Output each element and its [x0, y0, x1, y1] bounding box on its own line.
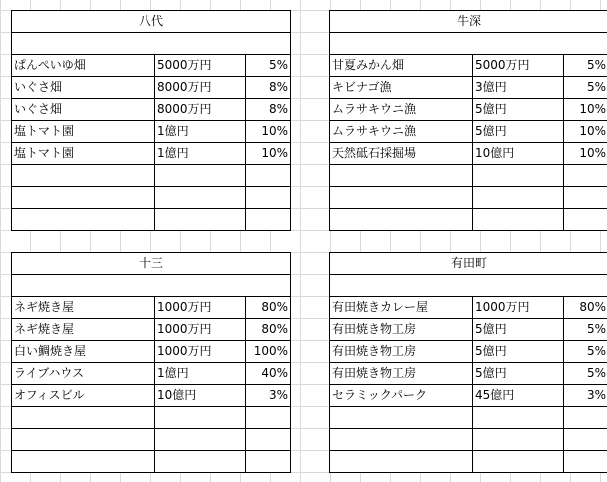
cell-amount[interactable]: 1億円 — [155, 121, 246, 143]
table-row — [330, 77, 607, 99]
table-row — [12, 209, 291, 231]
cell-percent[interactable] — [564, 165, 607, 187]
cell-name[interactable] — [12, 165, 155, 187]
cell-amount[interactable]: 5億円 — [473, 319, 564, 341]
cell-name[interactable] — [12, 209, 155, 231]
cell-name[interactable] — [330, 407, 473, 429]
cell-name[interactable]: 白い鯛焼き屋 — [12, 341, 155, 363]
table-row — [12, 165, 291, 187]
cell-percent[interactable] — [564, 407, 607, 429]
cell-amount[interactable]: 45億円 — [473, 385, 564, 407]
cell-name[interactable] — [330, 451, 473, 473]
property-table — [11, 252, 291, 473]
table-row — [12, 407, 291, 429]
cell-percent[interactable]: 5% — [564, 319, 607, 341]
table-row — [330, 297, 607, 319]
table-row — [12, 121, 291, 143]
cell-amount[interactable]: 5億円 — [473, 363, 564, 385]
cell-name[interactable] — [330, 187, 473, 209]
table-row — [12, 143, 291, 165]
table-row — [12, 77, 291, 99]
cell-amount[interactable] — [473, 451, 564, 473]
cell-percent[interactable] — [246, 451, 291, 473]
cell-amount[interactable] — [473, 165, 564, 187]
cell-percent[interactable]: 5% — [564, 55, 607, 77]
cell-name[interactable]: 塩トマト園 — [12, 121, 155, 143]
cell-name[interactable]: ぱんぺいゆ畑 — [12, 55, 155, 77]
table-row — [12, 385, 291, 407]
cell-name[interactable]: 有田焼き物工房 — [330, 319, 473, 341]
property-table — [11, 10, 291, 231]
table-row — [12, 363, 291, 385]
table-row — [330, 143, 607, 165]
cell-amount[interactable]: 10億円 — [473, 143, 564, 165]
cell-percent[interactable]: 5% — [564, 363, 607, 385]
cell-amount[interactable]: 5億円 — [473, 121, 564, 143]
cell-amount[interactable]: 5000万円 — [155, 55, 246, 77]
table-title[interactable]: 牛深 — [330, 11, 607, 33]
cell-name[interactable]: ネギ焼き屋 — [12, 297, 155, 319]
property-table-juso — [11, 252, 290, 473]
cell-percent[interactable] — [246, 165, 291, 187]
cell-percent[interactable]: 80% — [564, 297, 607, 319]
cell-percent[interactable]: 80% — [246, 319, 291, 341]
table-row — [12, 429, 291, 451]
table-row — [330, 363, 607, 385]
cell-name[interactable]: いぐさ畑 — [12, 99, 155, 121]
table-row — [330, 341, 607, 363]
table-row — [12, 319, 291, 341]
table-row — [12, 297, 291, 319]
cell-percent[interactable]: 8% — [246, 77, 291, 99]
cell-name[interactable] — [12, 187, 155, 209]
cell-name[interactable] — [12, 429, 155, 451]
table-row — [330, 165, 607, 187]
table-row — [12, 99, 291, 121]
cell-name[interactable]: 有田焼き物工房 — [330, 363, 473, 385]
cell-percent[interactable]: 10% — [246, 143, 291, 165]
cell-name[interactable]: ライブハウス — [12, 363, 155, 385]
cell-percent[interactable]: 5% — [246, 55, 291, 77]
cell-name[interactable]: 塩トマト園 — [12, 143, 155, 165]
cell-percent[interactable]: 10% — [564, 143, 607, 165]
table-row — [12, 451, 291, 473]
cell-name[interactable] — [12, 451, 155, 473]
cell-name[interactable]: いぐさ畑 — [12, 77, 155, 99]
cell-name[interactable]: ネギ焼き屋 — [12, 319, 155, 341]
cell-amount[interactable]: 1億円 — [155, 363, 246, 385]
property-table-ushibuka — [329, 10, 607, 231]
cell-percent[interactable]: 10% — [564, 99, 607, 121]
cell-percent[interactable]: 3% — [564, 385, 607, 407]
table-row — [12, 341, 291, 363]
blank-row[interactable] — [12, 33, 291, 55]
cell-amount[interactable]: 5000万円 — [473, 55, 564, 77]
cell-amount[interactable]: 8000万円 — [155, 99, 246, 121]
cell-name[interactable]: ムラサキウニ漁 — [330, 99, 473, 121]
cell-name[interactable]: 有田焼き物工房 — [330, 341, 473, 363]
table-row — [330, 429, 607, 451]
cell-percent[interactable]: 5% — [564, 341, 607, 363]
cell-percent[interactable]: 10% — [564, 121, 607, 143]
cell-percent[interactable] — [564, 451, 607, 473]
property-table — [329, 10, 607, 231]
table-title[interactable]: 有田町 — [330, 253, 607, 275]
cell-percent[interactable]: 5% — [564, 77, 607, 99]
cell-percent[interactable]: 8% — [246, 99, 291, 121]
cell-amount[interactable]: 1000万円 — [155, 297, 246, 319]
cell-amount[interactable]: 1億円 — [155, 143, 246, 165]
cell-name[interactable]: キビナゴ漁 — [330, 77, 473, 99]
cell-name[interactable] — [330, 429, 473, 451]
cell-amount[interactable] — [155, 429, 246, 451]
cell-percent[interactable] — [564, 429, 607, 451]
cell-name[interactable] — [330, 165, 473, 187]
cell-percent[interactable]: 3% — [246, 385, 291, 407]
blank-row[interactable] — [12, 275, 291, 297]
cell-amount[interactable] — [155, 209, 246, 231]
cell-amount[interactable]: 1000万円 — [155, 341, 246, 363]
cell-percent[interactable]: 10% — [246, 121, 291, 143]
blank-row[interactable] — [330, 33, 607, 55]
blank-row[interactable] — [330, 275, 607, 297]
cell-name[interactable] — [330, 209, 473, 231]
table-row — [330, 451, 607, 473]
cell-amount[interactable] — [473, 209, 564, 231]
cell-amount[interactable] — [473, 407, 564, 429]
table-title[interactable]: 十三 — [12, 253, 291, 275]
cell-amount[interactable]: 1000万円 — [155, 319, 246, 341]
cell-amount[interactable] — [473, 429, 564, 451]
table-row — [12, 187, 291, 209]
cell-percent[interactable] — [246, 429, 291, 451]
cell-percent[interactable] — [246, 407, 291, 429]
cell-percent[interactable]: 80% — [246, 297, 291, 319]
table-row — [330, 187, 607, 209]
cell-amount[interactable]: 5億円 — [473, 99, 564, 121]
cell-percent[interactable] — [246, 187, 291, 209]
table-row — [330, 319, 607, 341]
property-table-arita — [329, 252, 607, 473]
cell-name[interactable]: ムラサキウニ漁 — [330, 121, 473, 143]
cell-percent[interactable]: 40% — [246, 363, 291, 385]
cell-name[interactable]: セラミックパーク — [330, 385, 473, 407]
property-table — [329, 252, 607, 473]
cell-percent[interactable] — [564, 187, 607, 209]
cell-amount[interactable] — [155, 451, 246, 473]
cell-amount[interactable]: 3億円 — [473, 77, 564, 99]
cell-name[interactable]: オフィスビル — [12, 385, 155, 407]
table-title[interactable]: 八代 — [12, 11, 291, 33]
cell-percent[interactable] — [246, 209, 291, 231]
cell-percent[interactable]: 100% — [246, 341, 291, 363]
cell-amount[interactable] — [155, 187, 246, 209]
cell-name[interactable] — [12, 407, 155, 429]
table-row — [330, 121, 607, 143]
table-row — [330, 99, 607, 121]
cell-percent[interactable] — [564, 209, 607, 231]
cell-amount[interactable]: 8000万円 — [155, 77, 246, 99]
cell-name[interactable]: 有田焼きカレー屋 — [330, 297, 473, 319]
cell-amount[interactable]: 5億円 — [473, 341, 564, 363]
cell-amount[interactable] — [473, 187, 564, 209]
table-row — [330, 407, 607, 429]
cell-amount[interactable] — [155, 407, 246, 429]
property-table-yatsushiro — [11, 10, 290, 231]
table-row — [330, 55, 607, 77]
table-row — [330, 209, 607, 231]
cell-amount[interactable] — [155, 165, 246, 187]
cell-amount[interactable]: 1000万円 — [473, 297, 564, 319]
table-row — [12, 55, 291, 77]
cell-name[interactable]: 天然砥石採掘場 — [330, 143, 473, 165]
cell-name[interactable]: 甘夏みかん畑 — [330, 55, 473, 77]
table-row — [330, 385, 607, 407]
cell-amount[interactable]: 10億円 — [155, 385, 246, 407]
